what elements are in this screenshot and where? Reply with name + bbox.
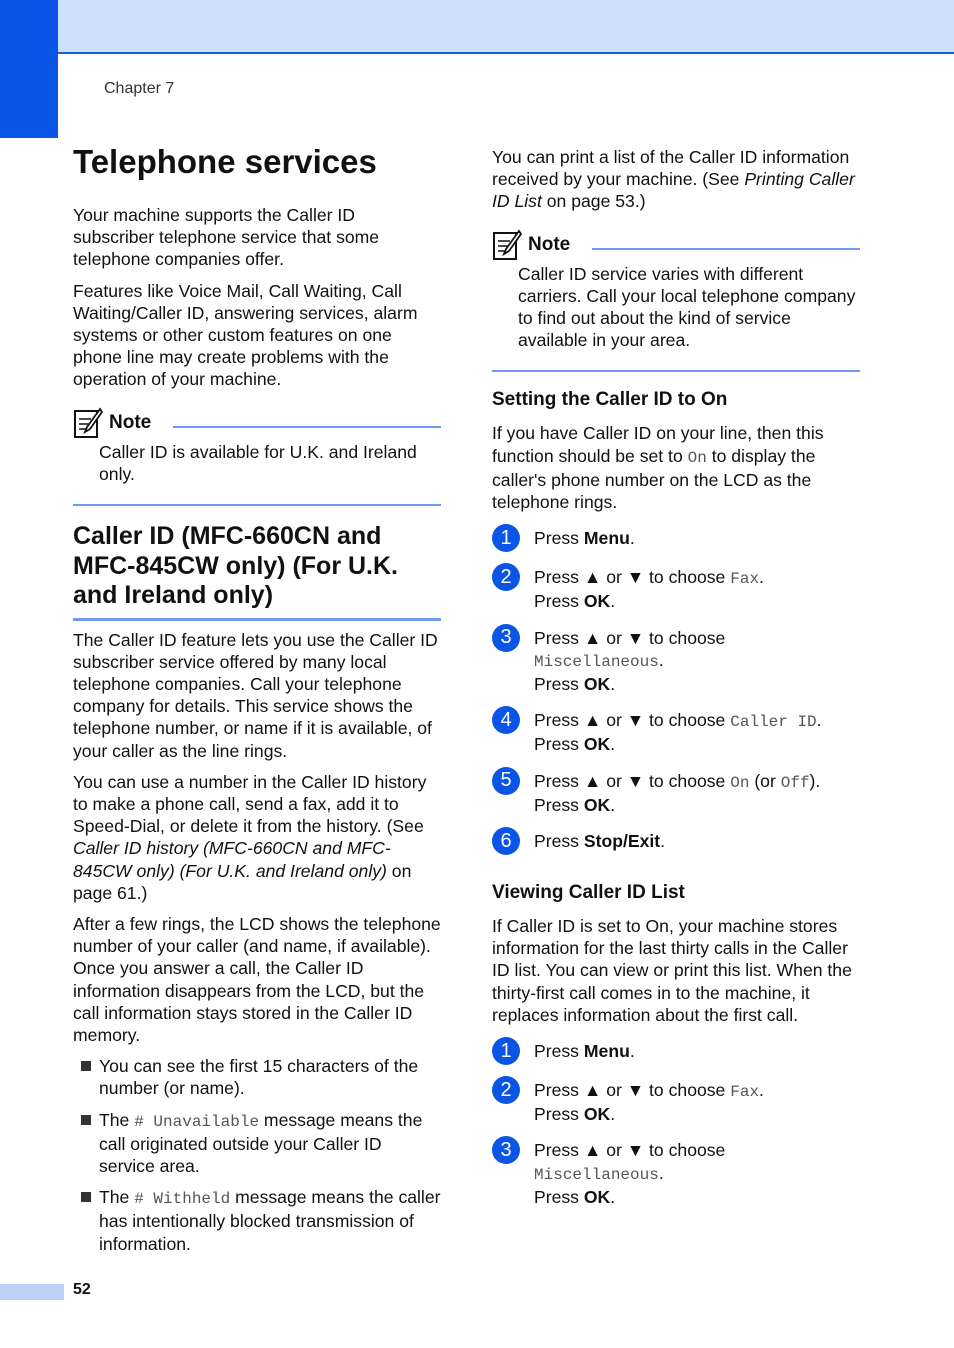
print-list-link[interactable]: Printing Caller ID List	[492, 169, 855, 212]
chapter-label: Chapter 7	[104, 80, 175, 97]
caller-id-paragraph: The Caller ID feature lets you use the Caller ID subscriber service offered by many local telephone companies. Call your telephone company for details. This service shows the telephone number, or name if it is available, of your caller as the line rings.	[73, 629, 438, 761]
step-number-icon: 6	[492, 827, 520, 855]
subheading-view-list: Viewing Caller ID List	[492, 882, 685, 904]
bullet-icon	[81, 1115, 91, 1125]
bullet-list	[73, 1055, 441, 1255]
note-text: Caller ID is available for U.K. and Ireland only.	[99, 441, 417, 484]
steps-set-caller-id	[492, 527, 860, 855]
right-column	[492, 146, 860, 1208]
bullet-icon	[81, 1061, 91, 1071]
step-number-icon: 1	[492, 1037, 520, 1065]
note-rule	[173, 426, 441, 428]
left-column	[73, 140, 441, 1264]
down-arrow-icon: ▼	[626, 1080, 645, 1101]
step: 2 Press ▲ or ▼ to choose Fax. Press OK.	[492, 566, 860, 612]
note-box	[73, 405, 441, 506]
down-arrow-icon: ▼	[626, 710, 645, 731]
step: 4 Press ▲ or ▼ to choose Caller ID. Press OK.	[492, 709, 860, 755]
history-paragraph: You can use a number in the Caller ID history to make a phone call, send a fax, add it to Speed-Dial, or delete it from the history. (See Caller ID history (MFC-660CN and MFC-845CW only) (For U.K. and Ireland only) on page 61.)	[73, 771, 427, 903]
step-number-icon: 2	[492, 1076, 520, 1104]
header-bar	[0, 0, 954, 54]
step: 1 Press Menu.	[492, 527, 860, 552]
up-arrow-icon: ▲	[583, 1080, 602, 1101]
note-icon	[73, 407, 103, 439]
page-title: Telephone services	[73, 143, 377, 180]
note-rule	[592, 248, 860, 250]
note-text: Caller ID service varies with different carriers. Call your local telephone company to find out about the kind of service available in your area.	[518, 263, 856, 351]
page-number: 52	[73, 1281, 91, 1298]
step-number-icon: 2	[492, 563, 520, 591]
up-arrow-icon: ▲	[583, 770, 602, 791]
list-item: The # Unavailable message means the call originated outside your Caller ID service area.	[73, 1109, 441, 1178]
set-caller-id-paragraph: If you have Caller ID on your line, then this function should be set to On to display the caller's phone number on the LCD as the telephone rings.	[492, 423, 824, 513]
step-number-icon: 1	[492, 524, 520, 552]
lcd-text: # Unavailable	[134, 1112, 260, 1131]
step-number-icon: 3	[492, 1136, 520, 1164]
list-item: You can see the first 15 characters of the number (or name).	[73, 1055, 441, 1099]
up-arrow-icon: ▲	[583, 710, 602, 731]
note-box	[492, 227, 860, 373]
step: 3 Press ▲ or ▼ to choose Miscellaneous. Press OK.	[492, 627, 860, 696]
down-arrow-icon: ▼	[626, 1140, 645, 1161]
up-arrow-icon: ▲	[583, 627, 602, 648]
footer-bar	[0, 1284, 64, 1300]
note-title: Note	[528, 233, 571, 255]
up-arrow-icon: ▲	[583, 1140, 602, 1161]
step-number-icon: 4	[492, 706, 520, 734]
section-heading-caller-id: Caller ID (MFC-660CN and MFC-845CW only) (For U.K. and Ireland only)	[73, 522, 441, 621]
step: 3 Press ▲ or ▼ to choose Miscellaneous. Press OK.	[492, 1139, 860, 1208]
step-number-icon: 5	[492, 767, 520, 795]
list-item: The # Withheld message means the caller has intentionally blocked transmission of information.	[73, 1186, 441, 1255]
step-number-icon: 3	[492, 624, 520, 652]
note-icon	[492, 229, 522, 261]
step: 6 Press Stop/Exit.	[492, 830, 860, 855]
up-arrow-icon: ▲	[583, 567, 602, 588]
step: 1 Press Menu.	[492, 1040, 860, 1065]
step: 5 Press ▲ or ▼ to choose On (or Off). Press OK.	[492, 770, 860, 816]
down-arrow-icon: ▼	[626, 770, 645, 791]
subheading-set-caller-id: Setting the Caller ID to On	[492, 389, 728, 411]
down-arrow-icon: ▼	[626, 567, 645, 588]
print-list-paragraph: You can print a list of the Caller ID information received by your machine. (See Printing Caller ID List on page 53.)	[492, 147, 855, 212]
lcd-paragraph: After a few rings, the LCD shows the telephone number of your caller (and name, if available). Once you answer a call, the Caller ID information disappears from the LCD, but the call information stays stored in the Caller ID memory.	[73, 913, 441, 1045]
intro-paragraph: Your machine supports the Caller ID subscriber telephone service that some telephone companies offer.	[73, 205, 380, 270]
note-title: Note	[109, 411, 152, 433]
step: 2 Press ▲ or ▼ to choose Fax. Press OK.	[492, 1079, 860, 1125]
chapter-tab	[0, 0, 58, 138]
features-paragraph: Features like Voice Mail, Call Waiting, Call Waiting/Caller ID, answering services, alarm systems or other custom features on one phone line may create problems with the operation of your machine.	[73, 280, 418, 390]
bullet-icon	[81, 1192, 91, 1202]
view-list-paragraph: If Caller ID is set to On, your machine stores information for the last thirty calls in the Caller ID list. You can view or print this list. When the thirty-first call comes in to the machine, it replaces information about the first call.	[492, 916, 852, 1025]
steps-view-list	[492, 1040, 860, 1208]
down-arrow-icon: ▼	[626, 627, 645, 648]
history-link[interactable]: Caller ID history (MFC-660CN and MFC-845CW only) (For U.K. and Ireland only)	[73, 838, 391, 881]
lcd-text: # Withheld	[134, 1190, 231, 1209]
